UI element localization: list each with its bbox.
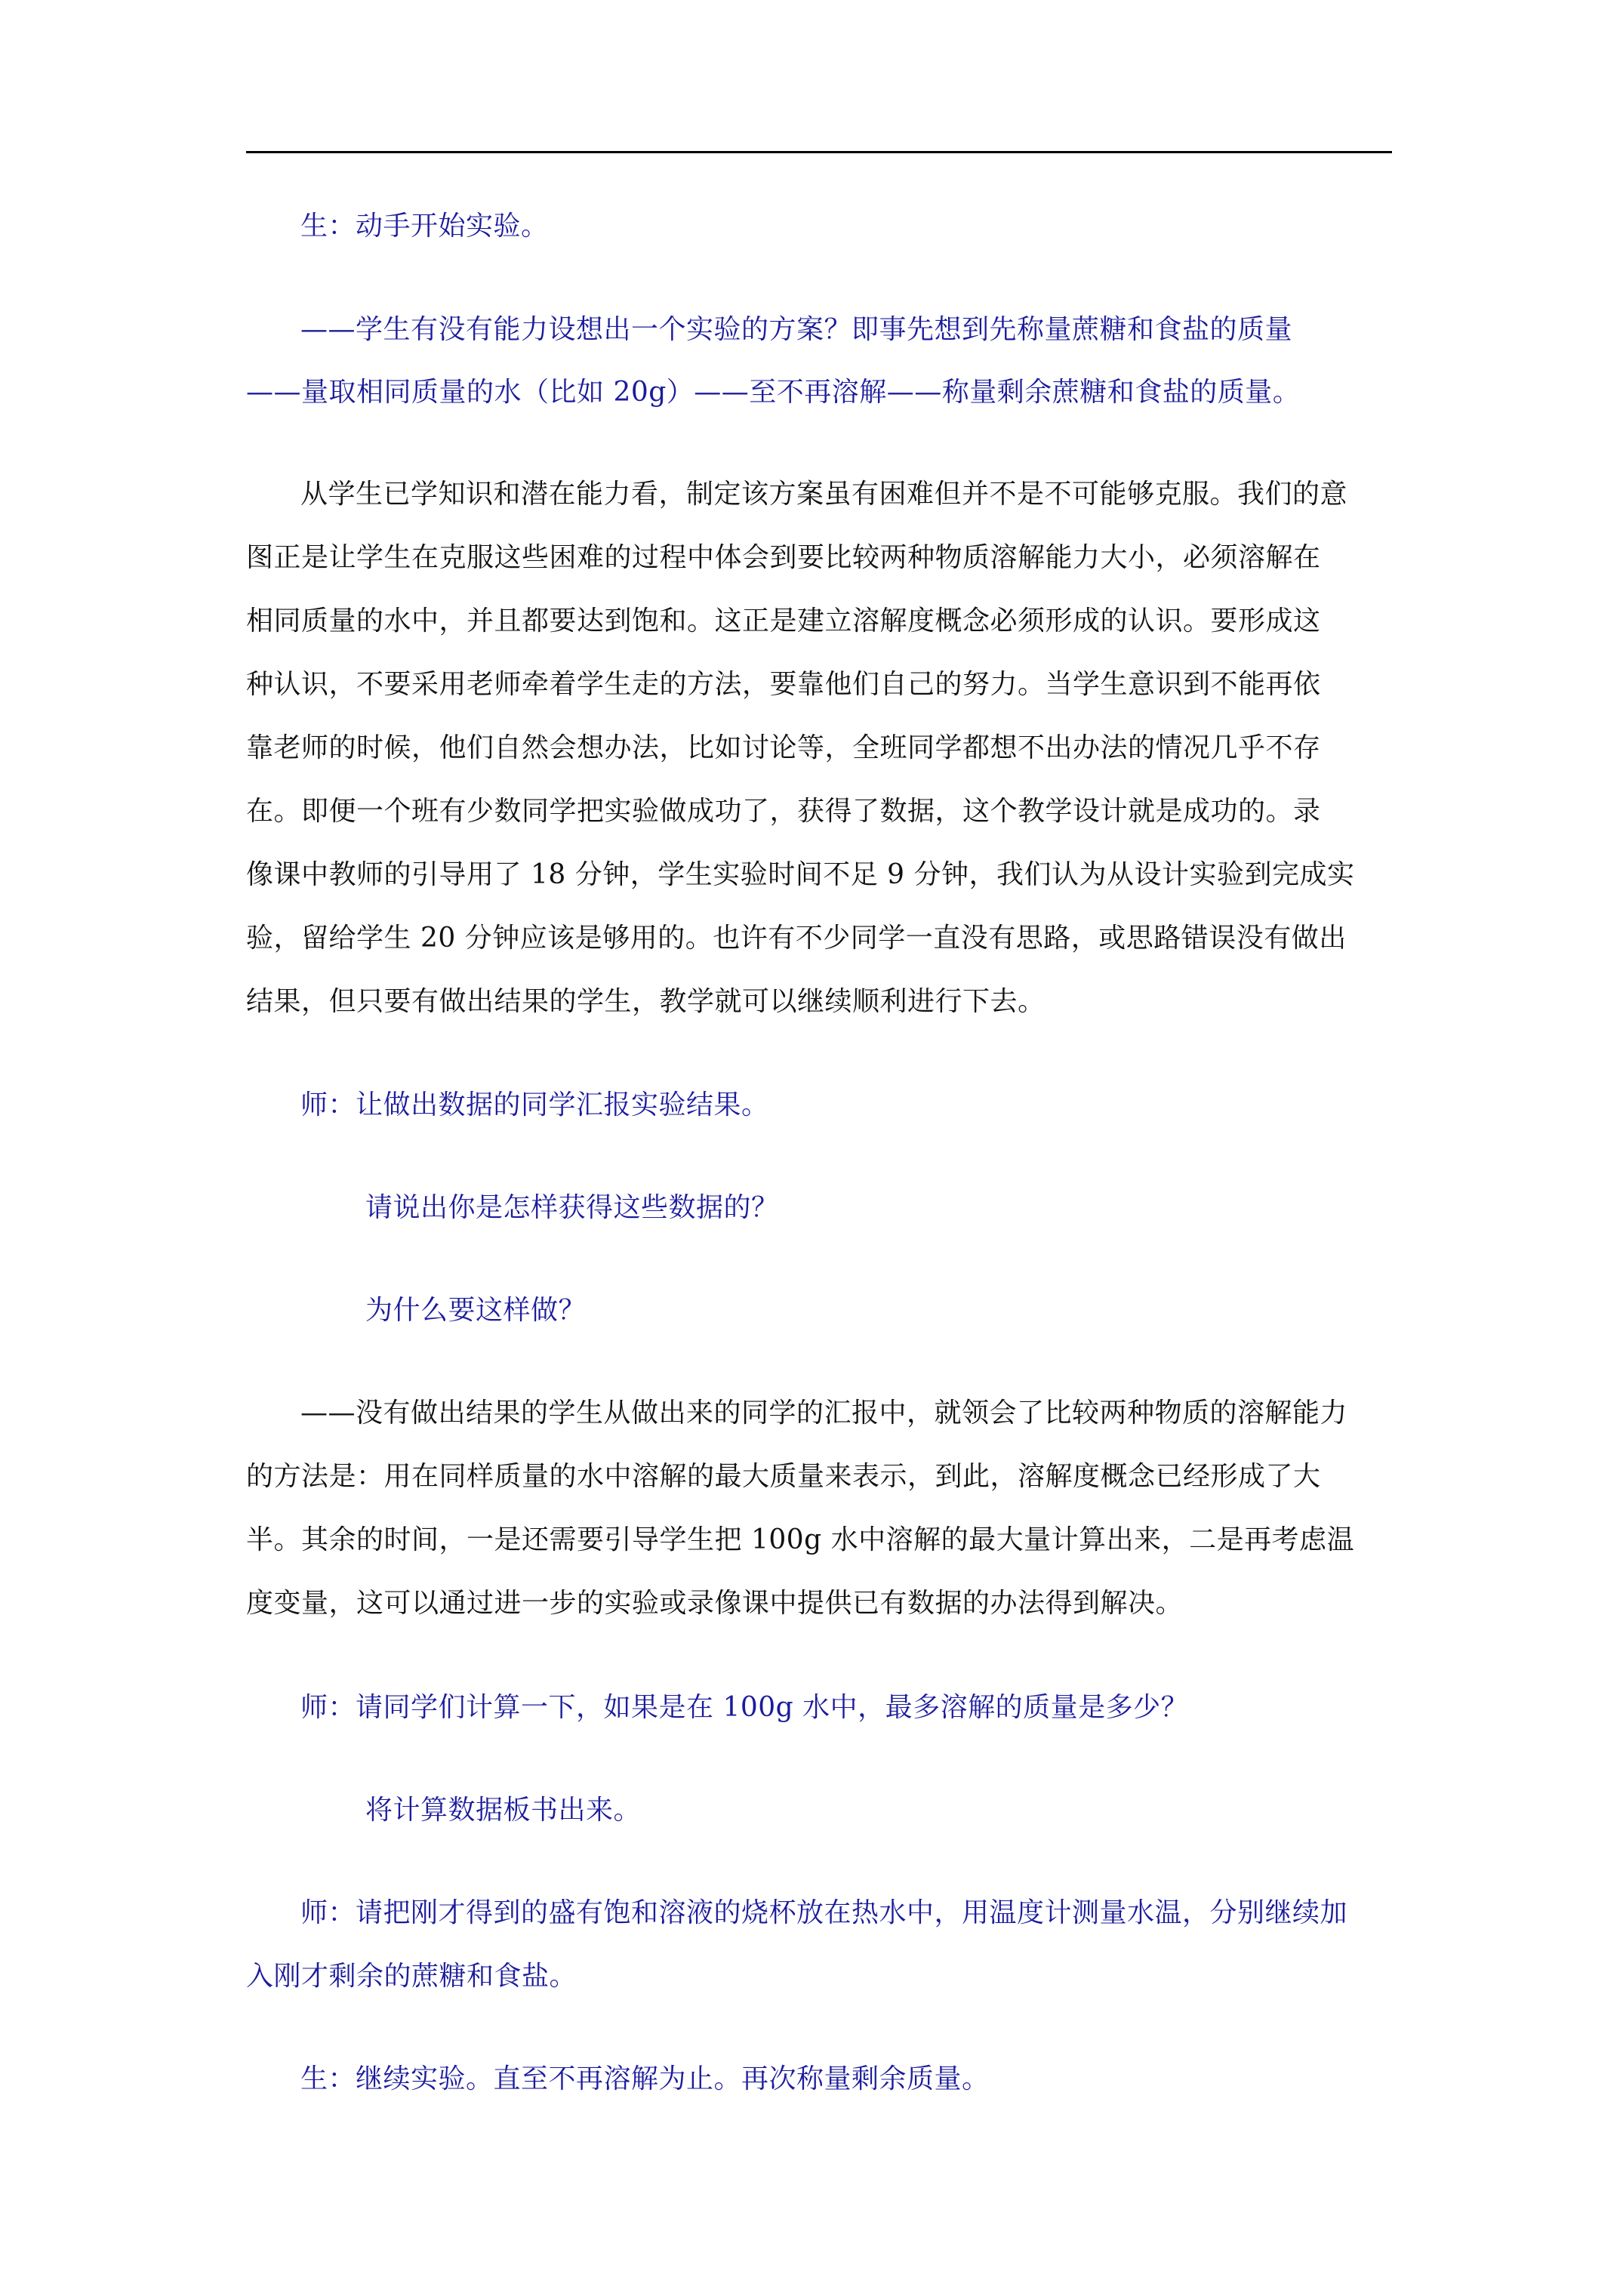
analysis-paragraph-line: 图正是让学生在克服这些困难的过程中体会到要比较两种物质溶解能力大小，必须溶解在 [246, 542, 1321, 573]
header-rule [246, 151, 1392, 153]
analysis-paragraph-line: 在。即便一个班有少数同学把实验做成功了，获得了数据，这个教学设计就是成功的。录 [246, 796, 1321, 827]
analysis-paragraph-line: 相同质量的水中，并且都要达到饱和。这正是建立溶解度概念必须形成的认识。要形成这 [246, 606, 1321, 636]
design-question-line-2: ——量取相同质量的水（比如 20g）——至不再溶解——称量剩余蔗糖和食盐的质量。 [246, 377, 1301, 408]
analysis-paragraph-line: 验，留给学生 20 分钟应该是够用的。也许有不少同学一直没有思路，或思路错误没有做出 [246, 923, 1347, 954]
reflection-paragraph-line: ——没有做出结果的学生从做出来的同学的汇报中，就领会了比较两种物质的溶解能力 [300, 1398, 1348, 1428]
analysis-paragraph-line: 结果，但只要有做出结果的学生，教学就可以继续顺利进行下去。 [246, 986, 1046, 1017]
reflection-paragraph-line: 的方法是：用在同样质量的水中溶解的最大质量来表示，到此，溶解度概念已经形成了大 [246, 1461, 1321, 1492]
teacher-calc-line: 师：请同学们计算一下，如果是在 100g 水中，最多溶解的质量是多少？ [300, 1692, 1189, 1723]
student-start-line: 生：动手开始实验。 [300, 211, 549, 242]
teacher-question-line: 为什么要这样做？ [365, 1295, 587, 1326]
teacher-report-line: 师：让做出数据的同学汇报实验结果。 [300, 1089, 769, 1120]
reflection-paragraph-line: 度变量，这可以通过进一步的实验或录像课中提供已有数据的办法得到解决。 [246, 1588, 1184, 1619]
reflection-paragraph-line: 半。其余的时间，一是还需要引导学生把 100g 水中溶解的最大量计算出来，二是再考虑温 [246, 1524, 1355, 1555]
teacher-heat-line-2: 入刚才剩余的蔗糖和食盐。 [246, 1961, 577, 1992]
analysis-paragraph-line: 靠老师的时候，他们自然会想办法，比如讨论等，全班同学都想不出办法的情况几乎不存 [246, 732, 1321, 763]
analysis-paragraph-line: 从学生已学知识和潜在能力看，制定该方案虽有困难但并不是不可能够克服。我们的意 [300, 479, 1348, 510]
analysis-paragraph-line: 种认识，不要采用老师牵着学生走的方法，要靠他们自己的努力。当学生意识到不能再依 [246, 669, 1321, 700]
student-continue-line: 生：继续实验。直至不再溶解为止。再次称量剩余质量。 [300, 2063, 990, 2094]
teacher-question-line: 请说出你是怎样获得这些数据的？ [365, 1192, 779, 1223]
design-question-line-1: ——学生有没有能力设想出一个实验的方案？即事先想到先称量蔗糖和食盐的质量 [300, 314, 1293, 345]
analysis-paragraph-line: 像课中教师的引导用了 18 分钟，学生实验时间不足 9 分钟，我们认为从设计实验到完成实 [246, 859, 1355, 890]
teacher-heat-line-1: 师：请把刚才得到的盛有饱和溶液的烧杯放在热水中，用温度计测量水温，分别继续加 [300, 1897, 1348, 1928]
teacher-board-line: 将计算数据板书出来。 [365, 1795, 642, 1826]
